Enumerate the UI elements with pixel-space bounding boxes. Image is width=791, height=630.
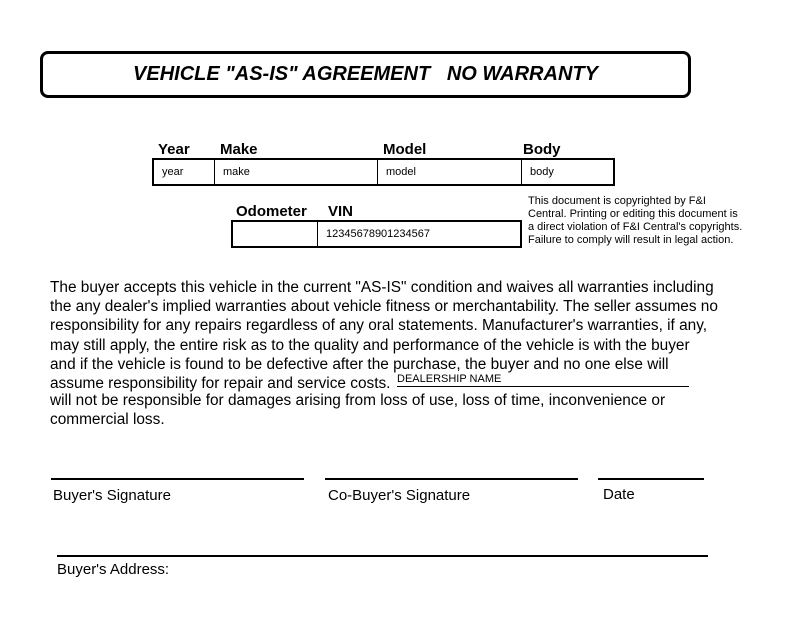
body-header: Body xyxy=(523,141,561,158)
buyer-address-label: Buyer's Address: xyxy=(57,561,170,578)
model-field[interactable]: model xyxy=(378,160,522,184)
year-header: Year xyxy=(158,141,190,158)
date-label: Date xyxy=(603,486,635,503)
body-line: The buyer accepts this vehicle in the current "AS-IS" condition and waives all warranties including xyxy=(50,279,714,296)
cobuyer-signature-label: Co-Buyer's Signature xyxy=(328,487,471,504)
vin-field[interactable]: 12345678901234567 xyxy=(326,228,431,240)
copyright-notice: This document is copyrighted by F&I Central. Printing or editing this document is a direct violation of F&I Central's copyrights. Failure to comply will result in legal action. xyxy=(528,195,743,246)
make-field[interactable]: make xyxy=(215,160,378,184)
buyer-signature-line[interactable] xyxy=(51,478,304,480)
model-header: Model xyxy=(383,141,427,158)
dealership-name-field[interactable]: DEALERSHIP NAME xyxy=(397,373,689,387)
year-field[interactable]: year xyxy=(154,160,215,184)
odometer-vin-row xyxy=(231,220,522,248)
body-line: may still apply, the entire risk as to the quality and performance of the vehicle is with the buyer xyxy=(50,336,690,354)
body-field[interactable]: body xyxy=(530,166,554,178)
body-line: assume responsibility for repair and service costs. xyxy=(50,375,391,393)
odometer-field[interactable] xyxy=(233,222,318,246)
vin-header: VIN xyxy=(328,203,354,220)
buyer-signature-label: Buyer's Signature xyxy=(53,487,171,504)
body-paragraph-continued xyxy=(50,391,665,429)
address-line[interactable] xyxy=(57,555,708,557)
agreement-title: VEHICLE "AS-IS" AGREEMENT NO WARRANTY xyxy=(40,51,691,98)
make-header: Make xyxy=(220,141,258,158)
body-line: commercial loss. xyxy=(50,411,165,429)
date-line[interactable] xyxy=(598,478,704,480)
vehicle-info-row xyxy=(152,158,615,186)
odometer-header: Odometer xyxy=(236,203,307,220)
body-line: and if the vehicle is found to be defective after the purchase, the buyer and no one else will xyxy=(50,355,669,373)
body-line: will not be responsible for damages arising from loss of use, loss of time, inconvenience or xyxy=(50,392,666,409)
cobuyer-signature-line[interactable] xyxy=(325,478,578,480)
body-line: the any dealer's implied warranties about vehicle fitness or merchantability. The seller assumes no xyxy=(50,298,718,316)
body-line: responsibility for any repairs regardless of any oral statements. Manufacturer's warranties, if any, xyxy=(50,317,708,335)
